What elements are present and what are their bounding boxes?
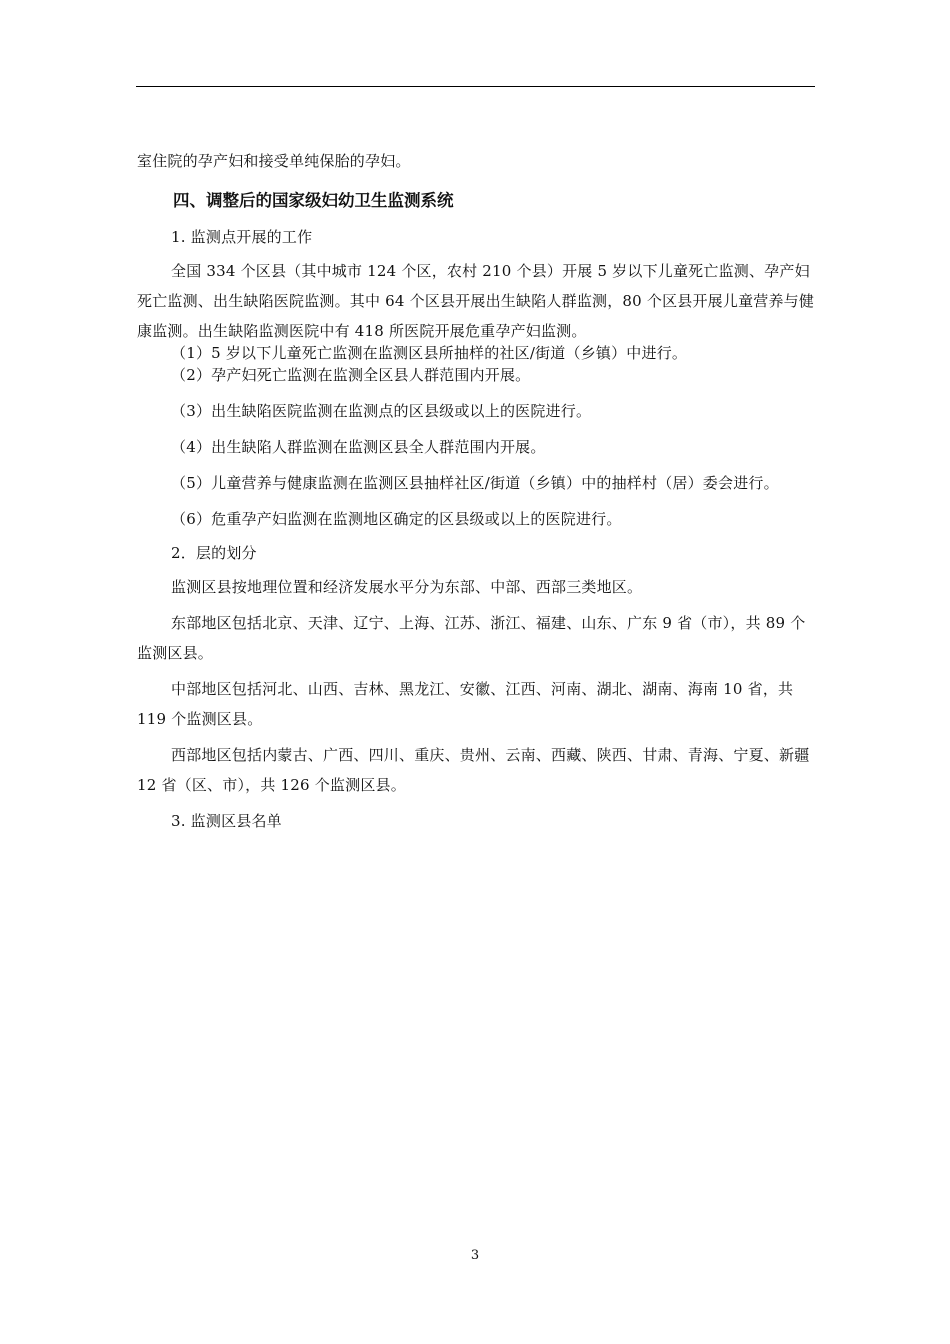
list-item-6: （6）危重孕产妇监测在监测地区确定的区县级或以上的医院进行。 bbox=[171, 510, 622, 528]
page-content bbox=[137, 146, 815, 836]
subsection-2-title: 2．层的划分 bbox=[171, 544, 257, 562]
list-item-4: （4）出生缺陷人群监测在监测区县全人群范围内开展。 bbox=[171, 438, 546, 456]
subsection-1-body: 全国 334 个区县（其中城市 124 个区，农村 210 个县）开展 5 岁以下儿童死亡监测、孕产妇死亡监测、出生缺陷医院监测。其中 64 个区县开展出生缺陷人群监测，80 个区县开展儿童营养与健康监测。出生缺陷监测医院中有 418 所医院开展危重孕产妇监测。 bbox=[137, 262, 815, 340]
header-rule bbox=[136, 86, 815, 87]
list-item-3: （3）出生缺陷医院监测在监测点的区县级或以上的医院进行。 bbox=[171, 402, 592, 420]
subsection-3-title: 3. 监测区县名单 bbox=[171, 812, 282, 830]
list-item-1: （1）5 岁以下儿童死亡监测在监测区县所抽样的社区/街道（乡镇）中进行。 bbox=[171, 344, 688, 362]
central-region-paragraph: 中部地区包括河北、山西、吉林、黑龙江、安徽、江西、河南、湖北、湖南、海南 10 省，共 119 个监测区县。 bbox=[137, 680, 794, 728]
page-number: 3 bbox=[470, 1248, 480, 1263]
list-item-5: （5）儿童营养与健康监测在监测区县抽样社区/街道（乡镇）中的抽样村（居）委会进行。 bbox=[171, 474, 779, 492]
subsection-1-title: 1. 监测点开展的工作 bbox=[171, 228, 313, 246]
east-region-paragraph: 东部地区包括北京、天津、辽宁、上海、江苏、浙江、福建、山东、广东 9 省（市），共 89 个监测区县。 bbox=[137, 614, 806, 662]
subsection-2-intro: 监测区县按地理位置和经济发展水平分为东部、中部、西部三类地区。 bbox=[171, 578, 643, 596]
section-heading: 四、调整后的国家级妇幼卫生监测系统 bbox=[173, 191, 454, 210]
continuation-paragraph: 室住院的孕产妇和接受单纯保胎的孕妇。 bbox=[137, 152, 411, 170]
list-item-2: （2）孕产妇死亡监测在监测全区县人群范围内开展。 bbox=[171, 366, 531, 384]
west-region-paragraph: 西部地区包括内蒙古、广西、四川、重庆、贵州、云南、西藏、陕西、甘肃、青海、宁夏、新疆 12 省（区、市），共 126 个监测区县。 bbox=[137, 746, 810, 794]
